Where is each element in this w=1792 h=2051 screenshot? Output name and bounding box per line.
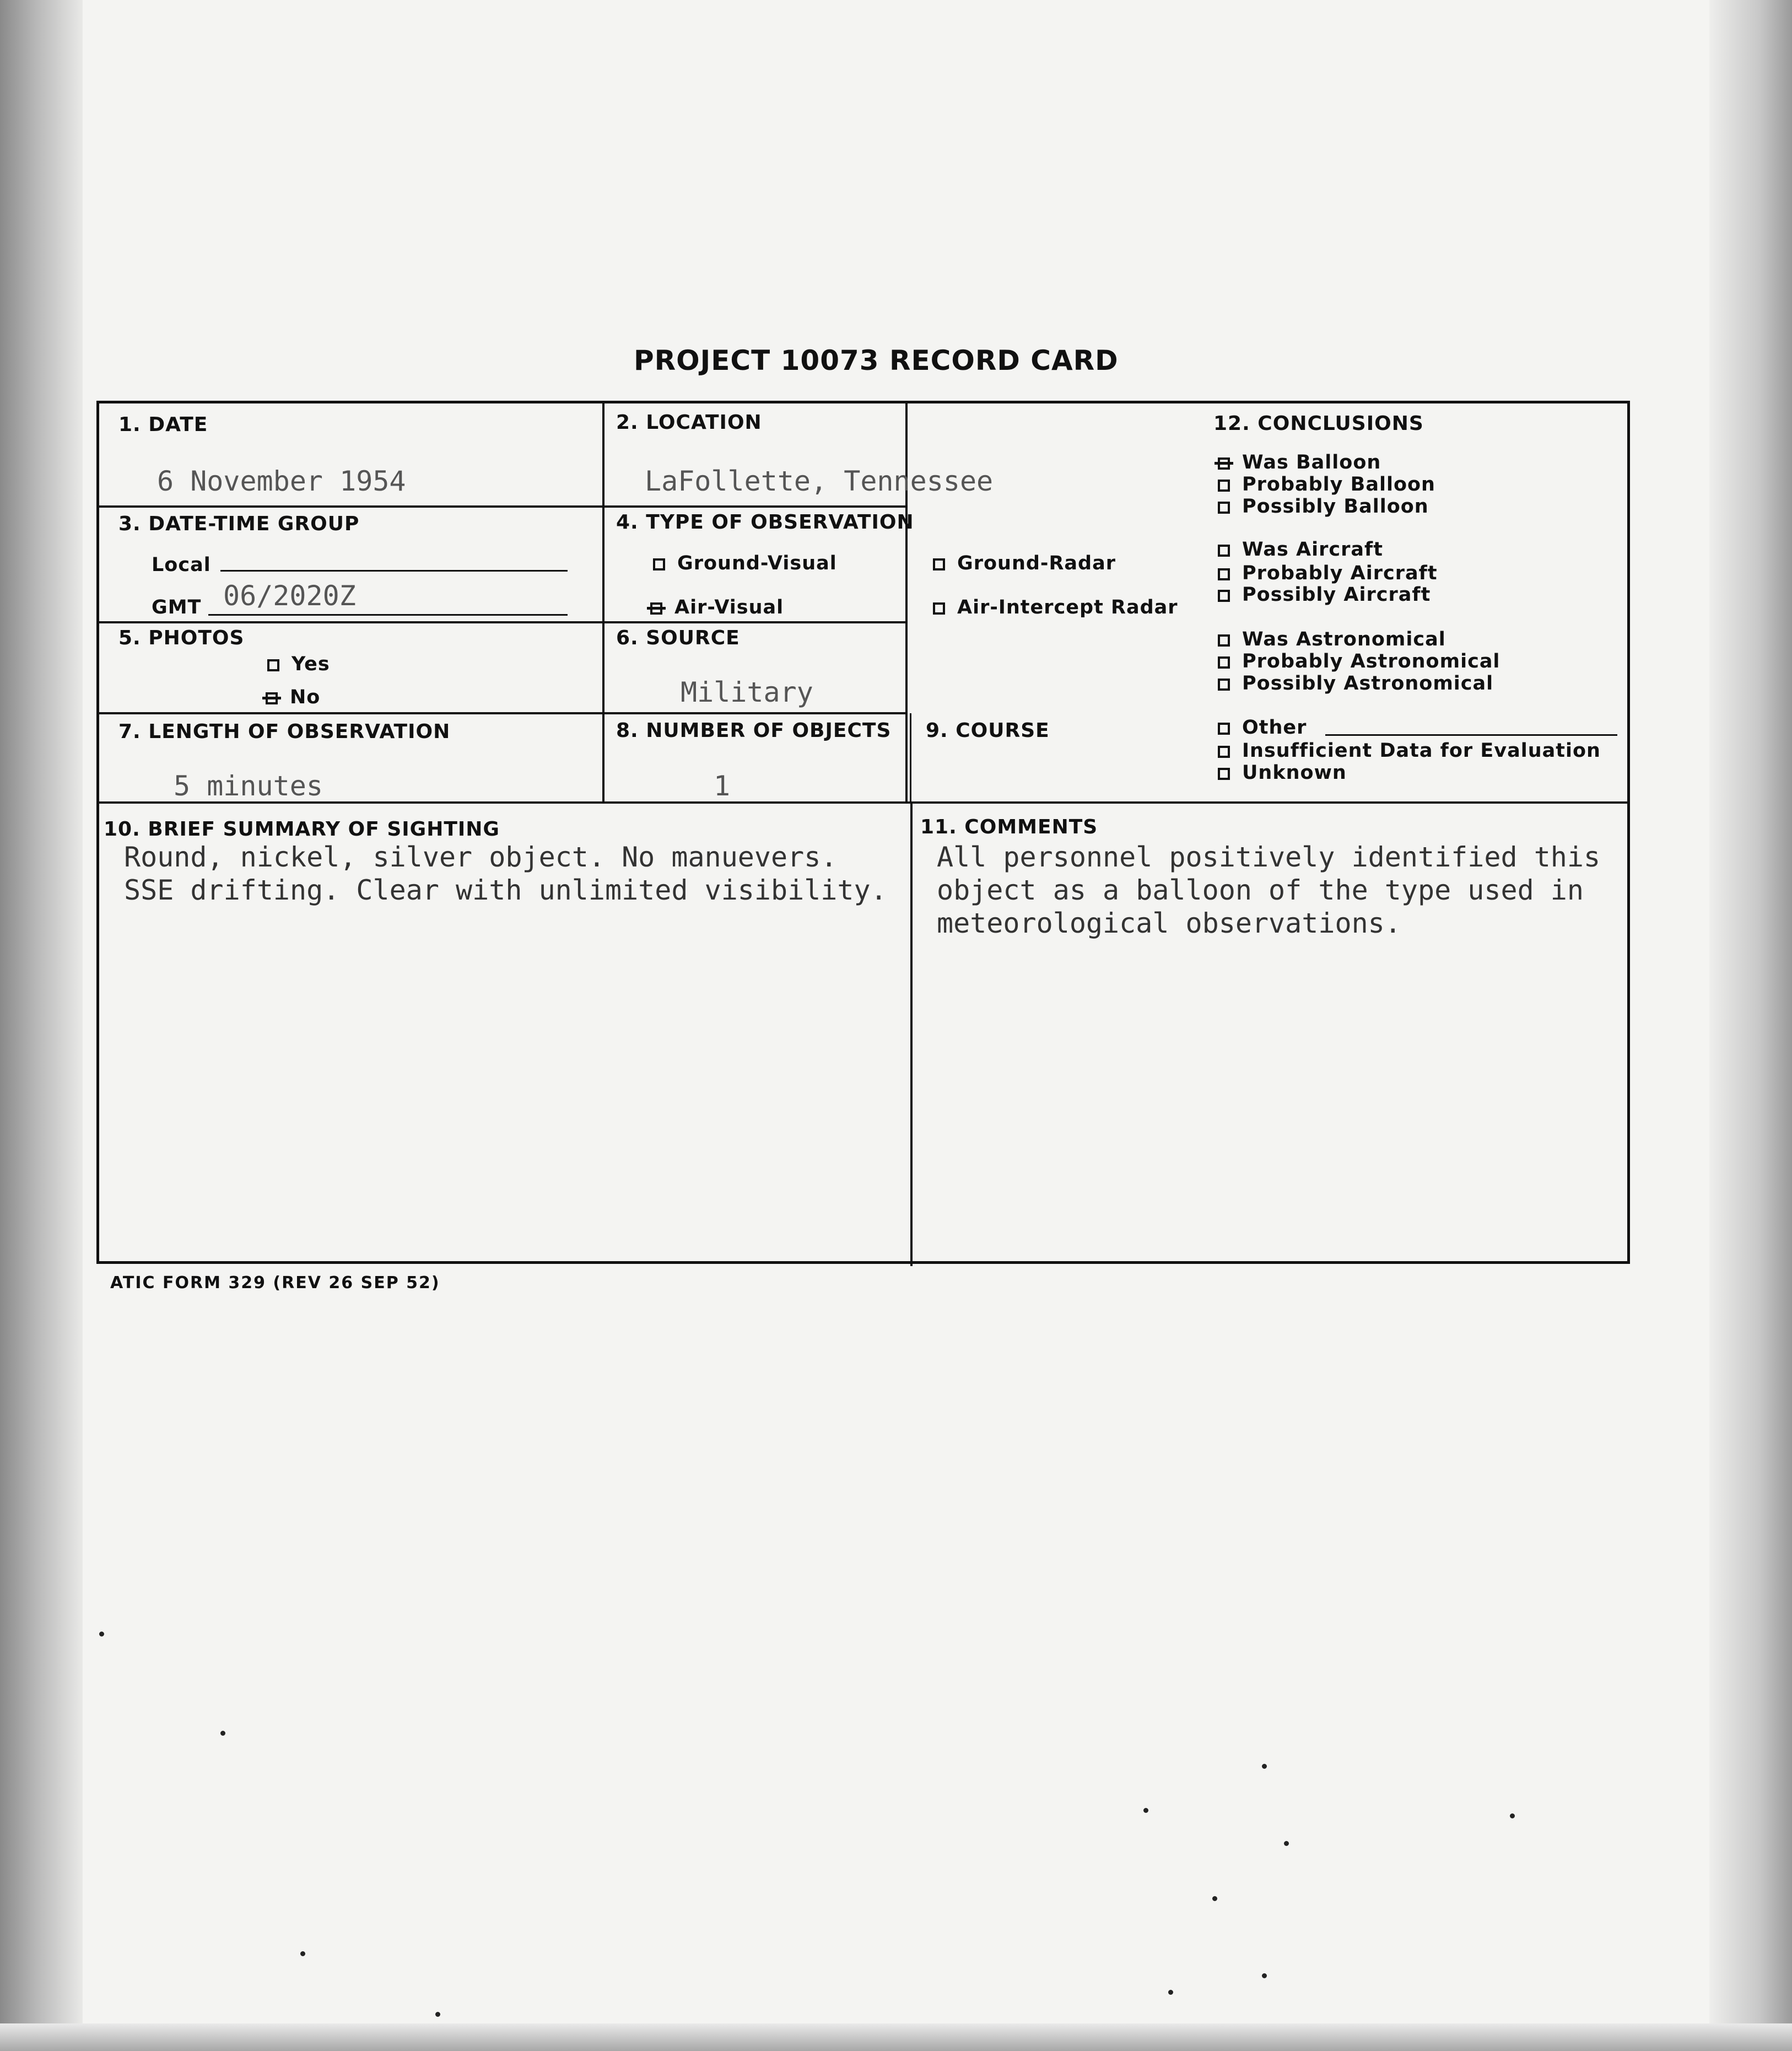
divider-v4 [910,803,913,1266]
comments-line-2: object as a balloon of the type used in [937,874,1584,906]
checkbox-icon [933,558,945,570]
checked-checkbox-icon [1218,457,1230,470]
checkbox-icon [1218,656,1230,669]
conclusions-label: 12. CONCLUSIONS [1213,412,1424,435]
divider-v1 [602,403,604,803]
comments-line-3: meteorological observations. [937,907,1401,939]
divider-h3 [99,712,905,714]
photos-option-no: No [266,686,320,708]
scan-speck [1168,1990,1173,1995]
checkbox-icon [267,659,279,671]
date-label: 1. DATE [118,413,208,436]
divider-h4 [99,801,1630,804]
checked-checkbox-icon [266,692,278,704]
number-value: 1 [714,770,731,802]
dtg-label: 3. DATE-TIME GROUP [118,513,360,535]
scan-speck [1143,1808,1148,1813]
conclusion-was-astronomical: Was Astronomical [1218,628,1446,650]
conclusion-insufficient-data: Insufficient Data for Evaluation [1218,740,1601,762]
scan-left-edge [0,0,83,2051]
summary-line-2: SSE drifting. Clear with unlimited visibility. [124,874,887,906]
checkbox-icon [1218,545,1230,557]
scan-bottom-edge [0,2023,1792,2051]
scan-speck [1510,1813,1515,1818]
type-option-air-intercept-radar: Air-Intercept Radar [933,596,1178,618]
comments-label: 11. COMMENTS [920,816,1098,838]
checkbox-icon [1218,480,1230,492]
conclusion-possibly-astronomical: Possibly Astronomical [1218,672,1493,695]
checkbox-icon [1218,723,1230,735]
local-label: Local [152,554,211,576]
type-label: 4. TYPE OF OBSERVATION [616,511,914,534]
scan-speck [220,1731,225,1736]
conclusion-possibly-balloon: Possibly Balloon [1218,496,1429,518]
type-option-ground-radar: Ground-Radar [933,552,1116,574]
summary-line-1: Round, nickel, silver object. No manuevers. [124,841,838,873]
photos-option-yes: Yes [267,653,330,675]
record-card [96,401,1630,1264]
number-label: 8. NUMBER OF OBJECTS [616,719,892,742]
conclusion-was-balloon: Was Balloon [1218,451,1381,473]
scan-speck [1262,1973,1267,1978]
conclusion-probably-aircraft: Probably Aircraft [1218,562,1438,584]
card-title: PROJECT 10073 RECORD CARD [634,344,1119,376]
checkbox-icon [653,558,665,570]
divider-h2 [99,621,905,623]
divider-v2 [905,403,908,803]
comments-line-1: All personnel positively identified this [937,841,1601,873]
conclusion-was-aircraft: Was Aircraft [1218,539,1383,561]
checkbox-icon [1218,679,1230,691]
scan-speck [1212,1896,1217,1901]
type-option-air-visual: Air-Visual [650,596,784,618]
divider-h1 [99,505,905,508]
location-label: 2. LOCATION [616,411,762,434]
type-option-ground-visual: Ground-Visual [653,552,837,574]
conclusion-probably-balloon: Probably Balloon [1218,473,1435,496]
conclusion-other: Other [1218,717,1307,739]
other-underline [1325,734,1617,736]
checkbox-icon [1218,746,1230,758]
location-value: LaFollette, Tennessee [645,465,994,497]
checkbox-icon [1218,634,1230,647]
checkbox-icon [1218,568,1230,580]
scan-speck [1284,1841,1289,1846]
source-value: Military [681,676,813,708]
scan-speck [99,1632,104,1637]
course-label: 9. COURSE [926,719,1050,742]
conclusion-possibly-aircraft: Possibly Aircraft [1218,584,1431,606]
scan-speck [300,1951,305,1956]
checkbox-icon [933,602,945,615]
gmt-underline [208,614,568,616]
checked-checkbox-icon [650,602,662,615]
form-footer: ATIC FORM 329 (REV 26 SEP 52) [110,1273,440,1293]
length-label: 7. LENGTH OF OBSERVATION [118,720,451,743]
scan-speck [1262,1764,1267,1769]
conclusion-unknown: Unknown [1218,762,1347,784]
date-value: 6 November 1954 [157,465,406,497]
scan-right-edge [1709,0,1792,2051]
scan-speck [435,2012,440,2017]
checkbox-icon [1218,768,1230,780]
source-label: 6. SOURCE [616,627,740,649]
length-value: 5 minutes [174,770,323,802]
divider-v3 [910,713,911,801]
conclusion-probably-astronomical: Probably Astronomical [1218,650,1500,672]
gmt-value: 06/2020Z [223,580,356,612]
summary-label: 10. BRIEF SUMMARY OF SIGHTING [104,818,500,841]
local-underline [220,570,568,572]
gmt-label: GMT [152,596,202,618]
checkbox-icon [1218,502,1230,514]
checkbox-icon [1218,590,1230,602]
photos-label: 5. PHOTOS [118,627,245,649]
